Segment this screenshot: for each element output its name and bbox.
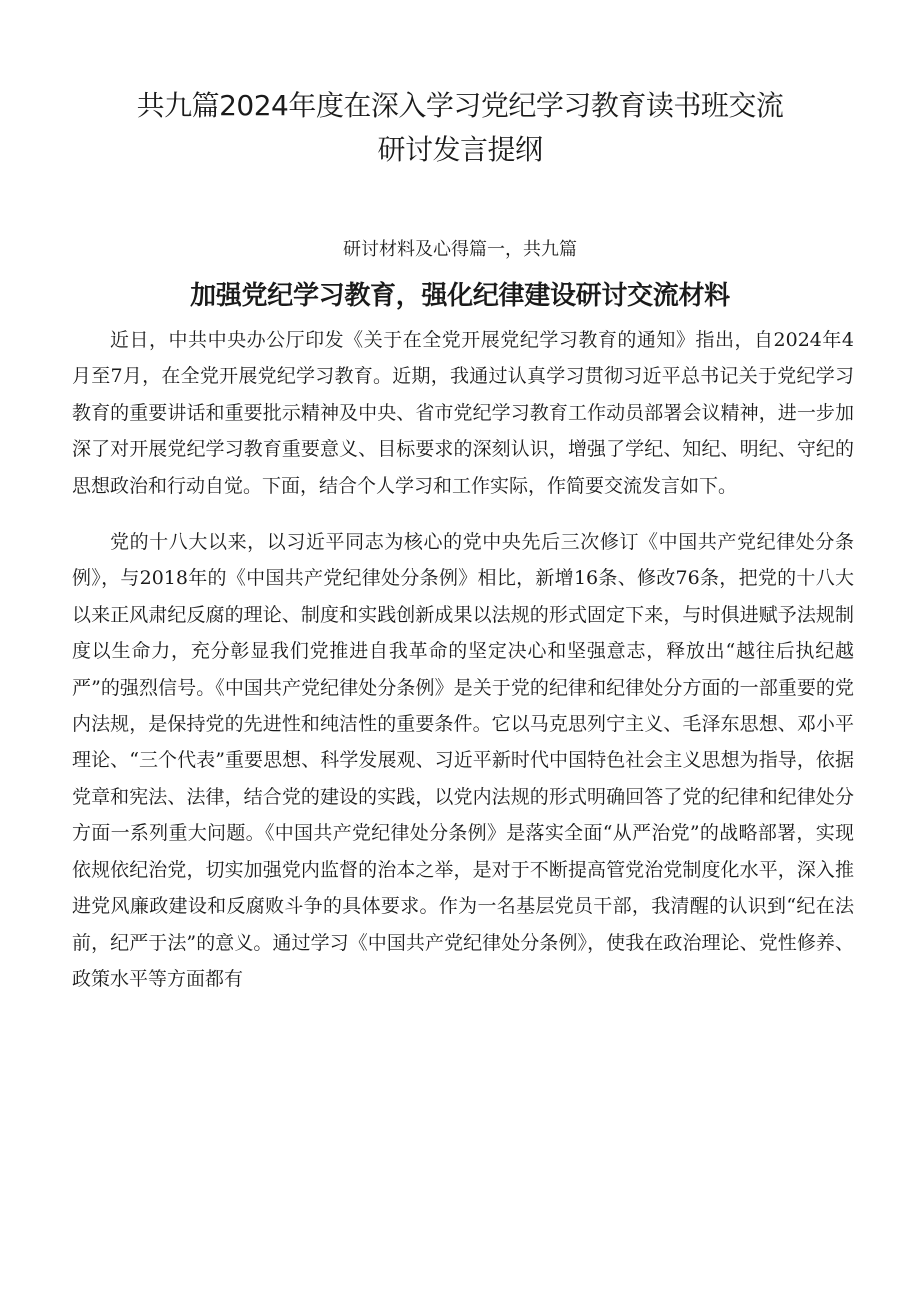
section-title: 加强党纪学习教育，强化纪律建设研讨交流材料 — [190, 281, 730, 311]
document-subtitle: 研讨材料及心得篇一，共九篇 — [343, 239, 577, 260]
document-title-line-1: 共九篇2024年度在深入学习党纪学习教育读书班交流 — [136, 89, 784, 122]
document-title — [60, 84, 860, 172]
document-body — [72, 322, 854, 997]
body-paragraph-1: 近日，中共中央办公厅印发《关于在全党开展党纪学习教育的通知》指出，自2024年4月至7月，在全党开展党纪学习教育。近期，我通过认真学习贯彻习近平总书记关于党纪学习教育的重要讲话和重要批示精神及中央、省市党纪学习教育工作动员部署会议精神，进一步加深了对开展党纪学习教育重要意义、目标要求的深刻认识，增强了学纪、知纪、明纪、守纪的思想政治和行动自觉。下面，结合个人学习和工作实际，作简要交流发言如下。 — [72, 329, 854, 497]
body-paragraph-2: 党的十八大以来，以习近平同志为核心的党中央先后三次修订《中国共产党纪律处分条例》，与2018年的《中国共产党纪律处分条例》相比，新增16条、修改76条，把党的十八大以来正风肃纪反腐的理论、制度和实践创新成果以法规的形式固定下来，与时俱进赋予法规制度以生命力，充分彰显我们党推进自我革命的坚定决心和坚强意志，释放出“越往后执纪越严”的强烈信号。《中国共产党纪律处分条例》是关于党的纪律和纪律处分方面的一部重要的党内法规，是保持党的先进性和纯洁性的重要条件。它以马克思列宁主义、毛泽东思想、邓小平理论、“三个代表”重要思想、科学发展观、习近平新时代中国特色社会主义思想为指导，依据党章和宪法、法律，结合党的建设的实践，以党内法规的形式明确回答了党的纪律和纪律处分方面一系列重大问题。《中国共产党纪律处分条例》是落实全面“从严治党”的战略部署，实现依规依纪治党，切实加强党内监督的治本之举，是对于不断提高管党治党制度化水平，深入推进党风廉政建设和反腐败斗争的具体要求。作为一名基层党员干部，我清醒的认识到“纪在法前，纪严于法”的意义。通过学习《中国共产党纪律处分条例》，使我在政治理论、党性修养、政策水平等方面都有 — [72, 531, 854, 990]
document-title-line-2: 研讨发言提纲 — [377, 133, 543, 166]
